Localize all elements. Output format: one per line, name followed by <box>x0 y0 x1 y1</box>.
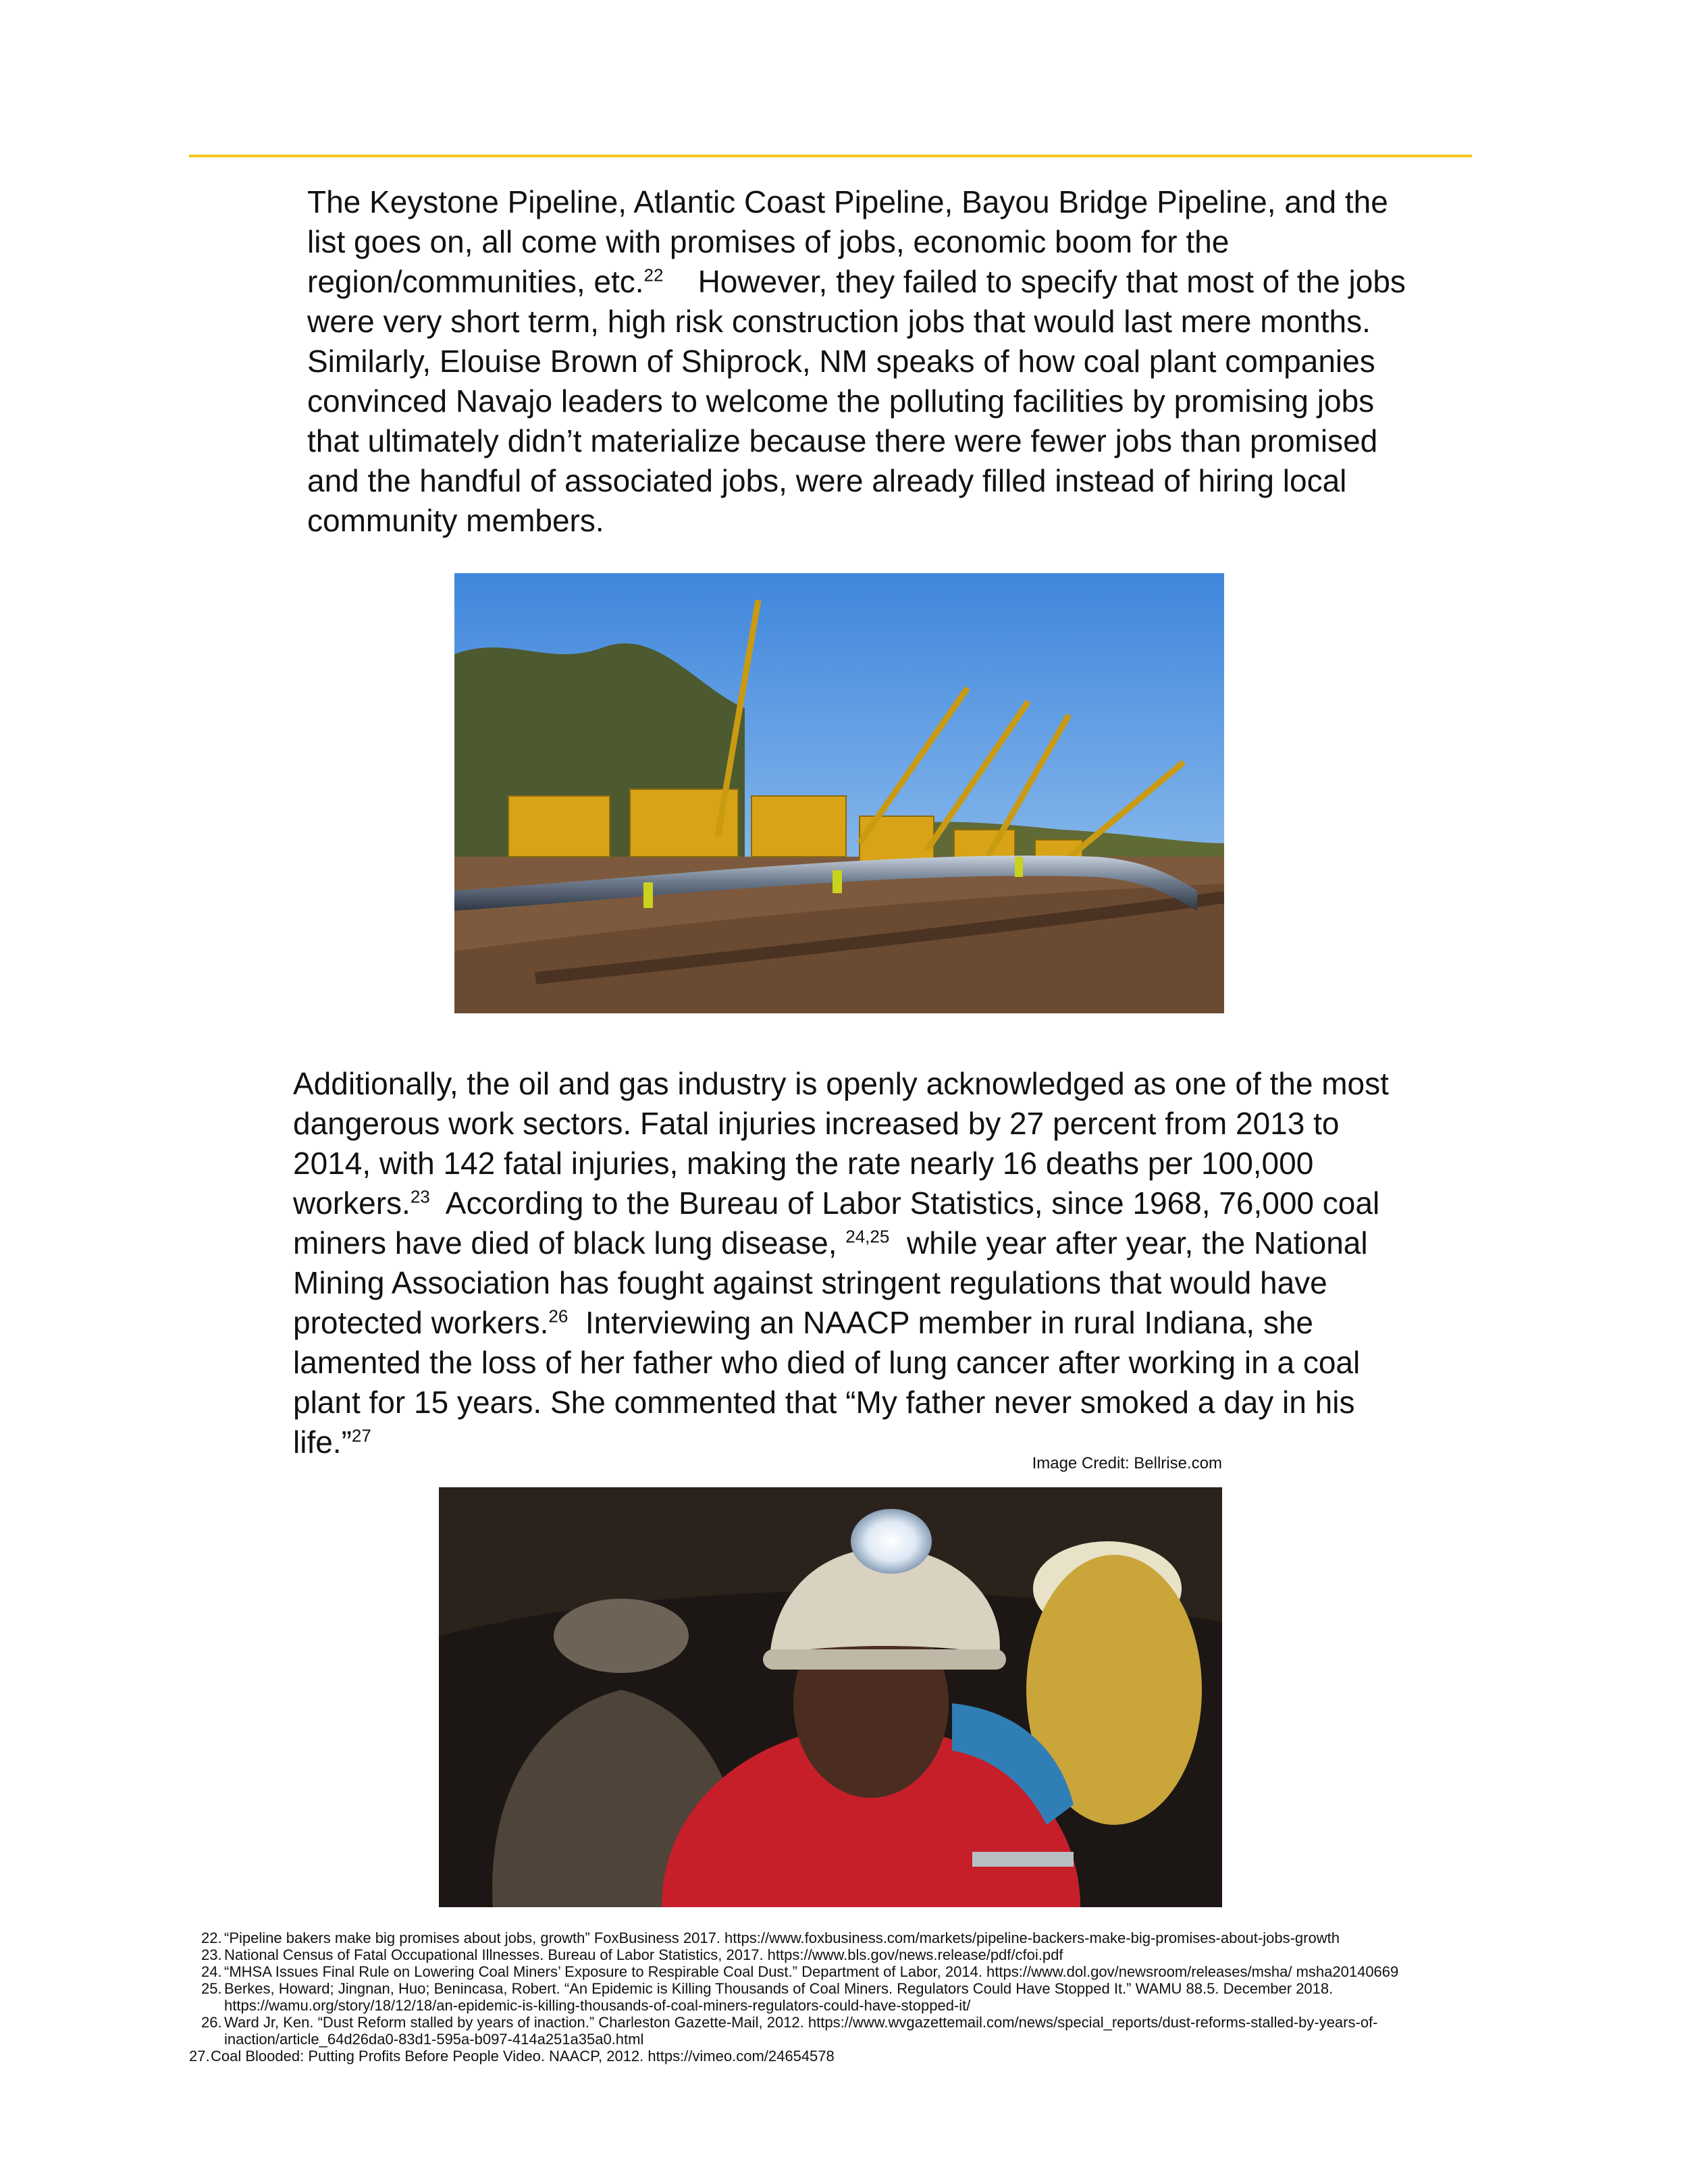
footnote-27-text[interactable]: Coal Blooded: Putting Profits Before People Video. NAACP, 2012. https://vimeo.com/24654578 <box>211 2048 835 2065</box>
paragraph-text: while year after year, the National Mining Association has fought against stringent regulations that would have protected workers. <box>293 1225 1377 1340</box>
footnote-23: 23. National Census of Fatal Occupational Illnesses. Bureau of Labor Statistics, 2017. https://www.bls.gov/news.release/pdf/cfoi.pdf <box>201 1946 1063 1963</box>
footnote-24-text[interactable]: “MHSA Issues Final Rule on Lowering Coal Miners’ Exposure to Respirable Coal Dust.” Department of Labor, 2014. https://www.dol.gov/newsroom/releases/msha/ msha20140669 <box>224 1963 1399 1980</box>
footnote-24: 24. “MHSA Issues Final Rule on Lowering Coal Miners’ Exposure to Respirable Coal Dust.” Department of Labor, 2014. https://www.dol.gov/newsroom/releases/msha/ msha20140669 <box>201 1963 1399 1980</box>
footnote-ref-27[interactable]: 27 <box>351 1425 371 1446</box>
miners-photo-illustration <box>439 1487 1222 1907</box>
footnote-ref-26[interactable]: 26 <box>548 1306 569 1327</box>
paragraph-text: Additionally, the oil and gas industry is openly acknowledged as one of the most dangerous work sectors. Fatal injuries increased by 27 percent from 2013 to 2014, with 142 fatal injuries, making the rate nearly 16 deaths per 100,000 workers. <box>293 1066 1389 1221</box>
footnote-25-text[interactable]: Berkes, Howard; Jingnan, Huo; Benincasa, Robert. “An Epidemic is Killing Thousands of Coal Miners. Regulators Could Have Stopped It.” WAMU 88.5. December 2018. https://wamu.org/story/18/12/18/an-epidemic-is-killing-thousands-of-coal-miners-regulators-could-have-stopped-it/ <box>224 1980 1334 2014</box>
pipeline-photo-illustration <box>454 573 1224 1013</box>
footnote-ref-24-25[interactable]: 24,25 <box>845 1226 890 1247</box>
footnote-22: 22. “Pipeline bakers make big promises about jobs, growth” FoxBusiness 2017. https://www.foxbusiness.com/markets/pipeline-backers-make-big-promises-about-jobs-growth <box>201 1929 1340 1946</box>
header-rule <box>189 155 1472 157</box>
paragraph-text: The Keystone Pipeline, Atlantic Coast Pipeline, Bayou Bridge Pipeline, and the list goes on, all come with promises of jobs, economic boom for the region/communities, etc. <box>307 184 1388 299</box>
footnote-23-text[interactable]: National Census of Fatal Occupational Illnesses. Bureau of Labor Statistics, 2017. https://www.bls.gov/news.release/pdf/cfoi.pdf <box>224 1946 1063 1963</box>
footnote-ref-22[interactable]: 22 <box>643 265 664 286</box>
footnote-26-text[interactable]: Ward Jr, Ken. “Dust Reform stalled by years of inaction.” Charleston Gazette-Mail, 2012. https://www.wvgazettemail.com/news/special_reports/dust-reforms-stalled-by-years-of-inaction/article_64d26da0-83d1-595a-b097-414a251a35a0.html <box>224 2014 1378 2048</box>
paragraph-text: Interviewing an NAACP member in rural Indiana, she lamented the loss of her father who died of lung cancer after working in a coal plant for 15 years. She commented that “My father never smoked a day in his life.” <box>293 1305 1369 1460</box>
paragraph-text: However, they failed to specify that most of the jobs were very short term, high risk construction jobs that would last mere months. Similarly, Elouise Brown of Shiprock, NM speaks of how coal plant companies convinced Navajo leaders to welcome the polluting facilities by promising jobs that ultimately didn’t materialize because there were fewer jobs than promised and the handful of associated jobs, were already filled instead of hiring local community members. <box>307 264 1415 538</box>
coal-miners-photo <box>439 1487 1222 1907</box>
footnotes-list <box>189 1929 1485 2065</box>
footnote-ref-23[interactable]: 23 <box>410 1186 430 1207</box>
body-paragraph-1 <box>307 182 1415 541</box>
image-credit: Image Credit: Bellrise.com <box>1032 1454 1222 1472</box>
pipeline-construction-photo <box>454 573 1224 1013</box>
paragraph-text: According to the Bureau of Labor Statistics, since 1968, 76,000 coal miners have died of black lung disease, <box>293 1186 1388 1260</box>
footnote-25: 25. Berkes, Howard; Jingnan, Huo; Benincasa, Robert. “An Epidemic is Killing Thousands of Coal Miners. Regulators Could Have Stopped It.” WAMU 88.5. December 2018. https://wamu.org/story/18/12/18/an-epidemic-is-killing-thousands-of-coal-miners-regulators-could-have-stopped-it/ <box>201 1980 1334 2014</box>
footnote-27: 27. Coal Blooded: Putting Profits Before People Video. NAACP, 2012. https://vimeo.com/24654578 <box>189 2048 835 2065</box>
body-paragraph-2 <box>293 1064 1407 1462</box>
footnote-22-text[interactable]: “Pipeline bakers make big promises about jobs, growth” FoxBusiness 2017. https://www.foxbusiness.com/markets/pipeline-backers-make-big-promises-about-jobs-growth <box>224 1929 1340 1946</box>
footnote-26: 26. Ward Jr, Ken. “Dust Reform stalled by years of inaction.” Charleston Gazette-Mail, 2012. https://www.wvgazettemail.com/news/special_reports/dust-reforms-stalled-by-years-of-inaction/article_64d26da0-83d1-595a-b097-414a251a35a0.html <box>201 2014 1378 2048</box>
